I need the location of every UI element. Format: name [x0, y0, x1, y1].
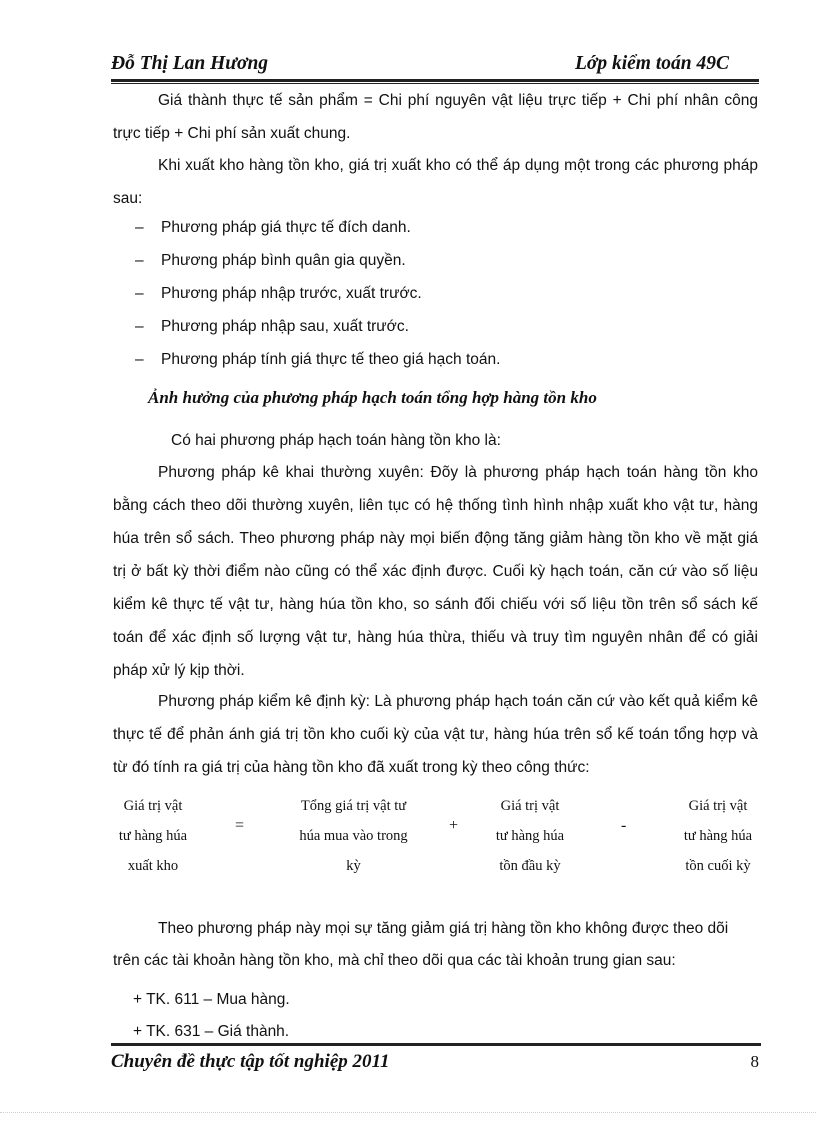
- bullet-dash: –: [135, 219, 144, 236]
- list-item: [135, 244, 406, 277]
- paragraph-intermediate-line2: trên các tài khoản hàng tồn kho, mà chỉ theo dõi qua các tài khoản trung gian sau:: [113, 952, 676, 969]
- header-rule: [111, 79, 759, 82]
- formula-term-issued: Giá trị vật tư hàng húa xuất kho: [118, 798, 188, 874]
- bullet-dash: –: [135, 285, 144, 302]
- formula-term-opening: Giá trị vật tư hàng húa tồn đầu kỳ: [495, 798, 565, 874]
- paragraph-export-methods: Khi xuất kho hàng tồn kho, giá trị xuất kho có thể áp dụng một trong các phương pháp sau:: [113, 157, 758, 207]
- header-author: Đỗ Thị Lan Hương: [111, 53, 269, 74]
- page-header: [111, 50, 759, 80]
- paragraph-cost-formula: Giá thành thực tế sản phẩm = Chi phí nguyên vật liệu trực tiếp + Chi phí nhân công trực tiếp + Chi phí sản xuất chung.: [113, 92, 758, 142]
- footer-title: Chuyên đề thực tập tốt nghiệp 2011: [111, 1051, 390, 1072]
- account-item: + TK. 631 – Giá thành.: [133, 1023, 290, 1040]
- page-edge-divider: [0, 1112, 816, 1113]
- bullet-dash: –: [135, 318, 144, 335]
- list-item: [135, 343, 500, 376]
- paragraph-perpetual-method: Phương pháp kê khai thường xuyên: Đõy là phương pháp hạch toán hàng tồn kho bằng cách theo dõi thường xuyên, liên tục có hệ thống tình hình nhập xuất kho vật tư, hàng húa trên sổ sách. Theo phương pháp này mọi biến động tăng giảm hàng tồn kho về mặt giá trị ở bất kỳ thời điểm nào cũng có thể xác định được. Cuối kỳ hạch toán, căn cứ vào số liệu kiểm kê thực tế vật tư, hàng húa tồn kho, so sánh đối chiếu với số liệu tồn trên sổ sách kế toán để xác định số lượng vật tư, hàng húa thừa, thiếu và truy tìm nguyên nhân để có giải pháp xử lý kịp thời.: [113, 464, 758, 679]
- paragraph-intermediate-line1: Theo phương pháp này mọi sự tăng giảm giá trị hàng tồn kho không được theo dõi: [158, 920, 729, 937]
- formula-term-closing: Giá trị vật tư hàng húa tồn cuối kỳ: [683, 798, 753, 874]
- formula-plus: +: [449, 817, 459, 834]
- list-item: [135, 211, 411, 244]
- formula-minus: -: [621, 817, 627, 834]
- section-heading: Ảnh hưởng của phương pháp hạch toán tổng hợp hàng tồn kho: [148, 388, 597, 407]
- page-footer: [111, 1046, 761, 1076]
- formula-equals: =: [235, 817, 245, 834]
- list-item-text: Phương pháp nhập sau, xuất trước.: [161, 318, 409, 335]
- bullet-dash: –: [135, 252, 144, 269]
- header-class: Lớp kiểm toán 49C: [574, 53, 729, 74]
- page-number: 8: [750, 1052, 759, 1071]
- list-item-text: Phương pháp bình quân gia quyền.: [161, 252, 406, 269]
- list-item-text: Phương pháp nhập trước, xuất trước.: [161, 285, 422, 302]
- paragraph-periodic-method: Phương pháp kiểm kê định kỳ: Là phương pháp hạch toán căn cứ vào kết quả kiểm kê thực tế để phản ánh giá trị tồn kho cuối kỳ của vật tư, hàng húa trên sổ kế toán tổng hợp và từ đó tính ra giá trị của hàng tồn kho đã xuất trong kỳ theo công thức:: [113, 693, 758, 776]
- formula-term-purchased: Tổng giá trị vật tư húa mua vào trong kỳ: [299, 798, 408, 874]
- bullet-dash: –: [135, 351, 144, 368]
- list-item-text: Phương pháp tính giá thực tế theo giá hạch toán.: [161, 351, 501, 368]
- list-item: [135, 310, 409, 343]
- account-item: + TK. 611 – Mua hàng.: [133, 991, 290, 1008]
- list-item-text: Phương pháp giá thực tế đích danh.: [161, 219, 411, 236]
- inventory-formula: [113, 791, 758, 881]
- paragraph-two-methods: Có hai phương pháp hạch toán hàng tồn kho là:: [171, 432, 501, 449]
- list-item: [135, 277, 422, 310]
